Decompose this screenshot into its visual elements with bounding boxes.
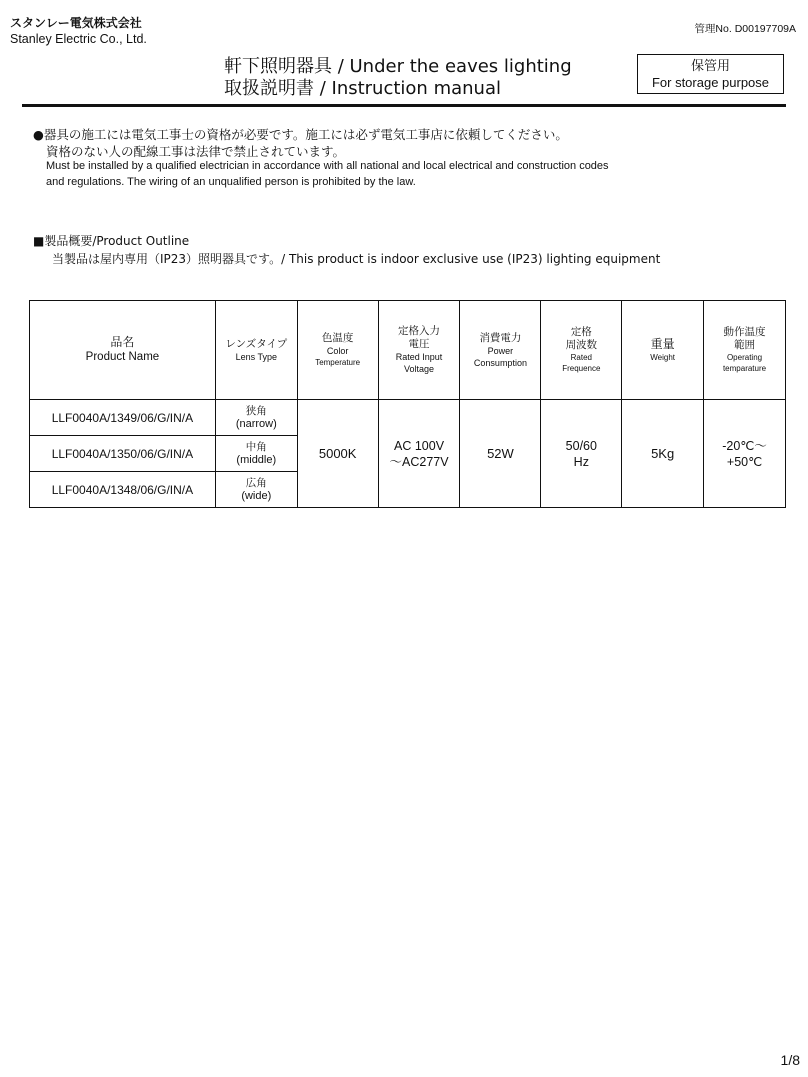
notice-line-3: Must be installed by a qualified electrician in accordance with all national and local electrical and construction codes — [46, 160, 609, 172]
header-product-name: 品名 Product Name — [30, 301, 216, 400]
product-name-cell: LLF0040A/1350/06/G/IN/A — [30, 436, 216, 472]
page-number: 1/8 — [780, 1052, 800, 1068]
table-header-row — [30, 301, 786, 400]
document-title-line1: 軒下照明器具 / Under the eaves lighting — [224, 56, 572, 77]
table-row — [30, 400, 786, 436]
color-temp-cell: 5000K — [297, 400, 378, 508]
header-lens-type: レンズタイプ Lens Type — [215, 301, 297, 400]
storage-purpose-box — [637, 54, 784, 94]
header-operating-temp: 動作温度 範囲 Operating temparature — [704, 301, 786, 400]
operating-temp-cell: -20℃～ +50℃ — [704, 400, 786, 508]
company-name-jp: スタンレー電気株式会社 — [10, 16, 142, 30]
frequency-cell: 50/60 Hz — [541, 400, 622, 508]
storage-label-en: For storage purpose — [651, 75, 770, 90]
header-divider — [22, 104, 786, 107]
weight-cell: 5Kg — [622, 400, 704, 508]
lens-type-cell: 狭角 (narrow) — [215, 400, 297, 436]
notice-line-2: 資格のない人の配線工事は法律で禁止されています。 — [46, 144, 346, 159]
header-input-voltage: 定格入力 電圧 Rated Input Voltage — [378, 301, 460, 400]
lens-type-cell: 中角 (middle) — [215, 436, 297, 472]
notice-line-1: ●器具の施工には電気工事士の資格が必要です。施工には必ず電気工事店に依頼してください。 — [33, 127, 568, 142]
header-weight: 重量 Weight — [622, 301, 704, 400]
document-number: 管理No. D00197709A — [694, 23, 796, 35]
product-name-cell: LLF0040A/1349/06/G/IN/A — [30, 400, 216, 436]
product-outline-text: 当製品は屋内専用（IP23）照明器具です。/ This product is indoor exclusive use (IP23) lighting equipment — [52, 252, 661, 266]
document-title-line2: 取扱説明書 / Instruction manual — [224, 78, 501, 99]
lens-type-cell: 広角 (wide) — [215, 472, 297, 508]
product-name-cell: LLF0040A/1348/06/G/IN/A — [30, 472, 216, 508]
input-voltage-cell: AC 100V ～AC277V — [378, 400, 460, 508]
header-color-temp: 色温度 Color Temperature — [297, 301, 378, 400]
header-frequency: 定格 周波数 Rated Frequence — [541, 301, 622, 400]
company-name-en: Stanley Electric Co., Ltd. — [10, 32, 147, 46]
header-power: 消費電力 Power Consumption — [460, 301, 541, 400]
notice-line-4: and regulations. The wiring of an unqualified person is prohibited by the law. — [46, 176, 416, 188]
power-cell: 52W — [460, 400, 541, 508]
product-outline-heading: ■製品概要/Product Outline — [33, 234, 190, 248]
product-spec-table — [29, 300, 786, 508]
storage-label-jp: 保管用 — [690, 58, 730, 73]
